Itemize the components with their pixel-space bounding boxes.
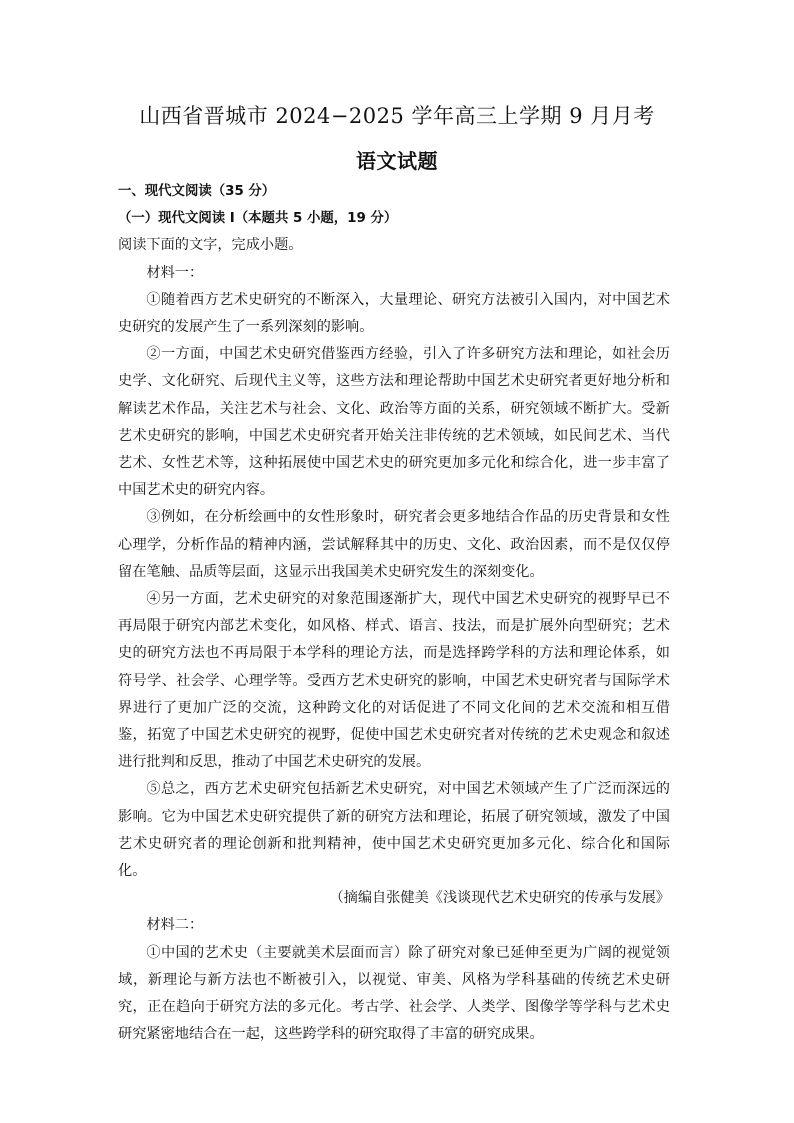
material-one-paragraph: ①随着西方艺术史研究的不断深入，大量理论、研究方法被引入国内，对中国艺术史研究的发展产生了一系列深刻的影响。 (118, 291, 670, 336)
material-one-label: 材料一： (146, 264, 204, 281)
document-subtitle: 语文试题 (356, 149, 438, 173)
section-heading: 一、现代文阅读（35 分） (118, 184, 276, 199)
material-two-label: 材料二： (146, 917, 204, 934)
material-two-paragraph: ①中国的艺术史（主要就美术层面而言）除了研究对象已延伸至更为广阔的视觉领域，新理论与新方法也不断被引入，以视觉、审美、风格为学科基础的传统艺术史研究，正在趋向于研究方法的多元化。考古学、社会学、人类学、图像学等学科与艺术史研究紧密地结合在一起，这些跨学科的研究取得了丰富的研究成果。 (118, 944, 670, 1043)
material-one-paragraph: ④另一方面，艺术史研究的对象范围逐渐扩大，现代中国艺术史研究的视野早已不再局限于研究内部艺术变化，如风格、样式、语言、技法，而是扩展外向型研究；艺术史的研究方法也不再局限于本学科的理论方法，而是选择跨学科的方法和理论体系，如符号学、社会学、心理学等。受西方艺术史研究的影响，中国艺术史研究者与国际学术界进行了更加广泛的交流，这种跨文化的对话促进了不同文化间的艺术交流和相互借鉴，拓宽了中国艺术史研究的视野，促使中国艺术史研究者对传统的艺术史观念和叙述进行批判和反思，推动了中国艺术史研究的发展。 (118, 591, 670, 771)
material-one-source: （摘编自张健美《浅谈现代艺术史研究的传承与发展》 (329, 890, 670, 907)
material-one-paragraph: ③例如，在分析绘画中的女性形象时，研究者会更多地结合作品的历史背景和女性心理学，分析作品的精神内涵，尝试解释其中的历史、文化、政治因素，而不是仅仅停留在笔触、品质等层面，这显示出我国美术史研究发生的深刻变化。 (118, 509, 670, 580)
instruction-text: 阅读下面的文字，完成小题。 (118, 237, 303, 254)
material-one-paragraph: ②一方面，中国艺术史研究借鉴西方经验，引入了许多研究方法和理论，如社会历史学、文化研究、后现代主义等，这些方法和理论帮助中国艺术史研究者更好地分析和解读艺术作品，关注艺术与社会、文化、政治等方面的关系，研究领域不断扩大。受新艺术史研究的影响，中国艺术史研究者开始关注非传统的艺术领域，如民间艺术、当代艺术、女性艺术等，这种拓展使中国艺术史的研究更加多元化和综合化，进一步丰富了中国艺术史的研究内容。 (118, 346, 670, 499)
document-title: 山西省晋城市 2024−2025 学年高三上学期 9 月月考 (139, 104, 655, 128)
material-one-paragraph: ⑤总之，西方艺术史研究包括新艺术史研究，对中国艺术领域产生了广泛而深远的影响。它为中国艺术史研究提供了新的研究方法和理论，拓展了研究领域，激发了中国艺术史研究者的理论创新和批判精神，使中国艺术史研究更加多元化、综合化和国际化。 (118, 781, 670, 880)
document-body (118, 178, 670, 1049)
subsection-heading: （一）现代文阅读 I（本题共 5 小题，19 分） (118, 211, 398, 227)
